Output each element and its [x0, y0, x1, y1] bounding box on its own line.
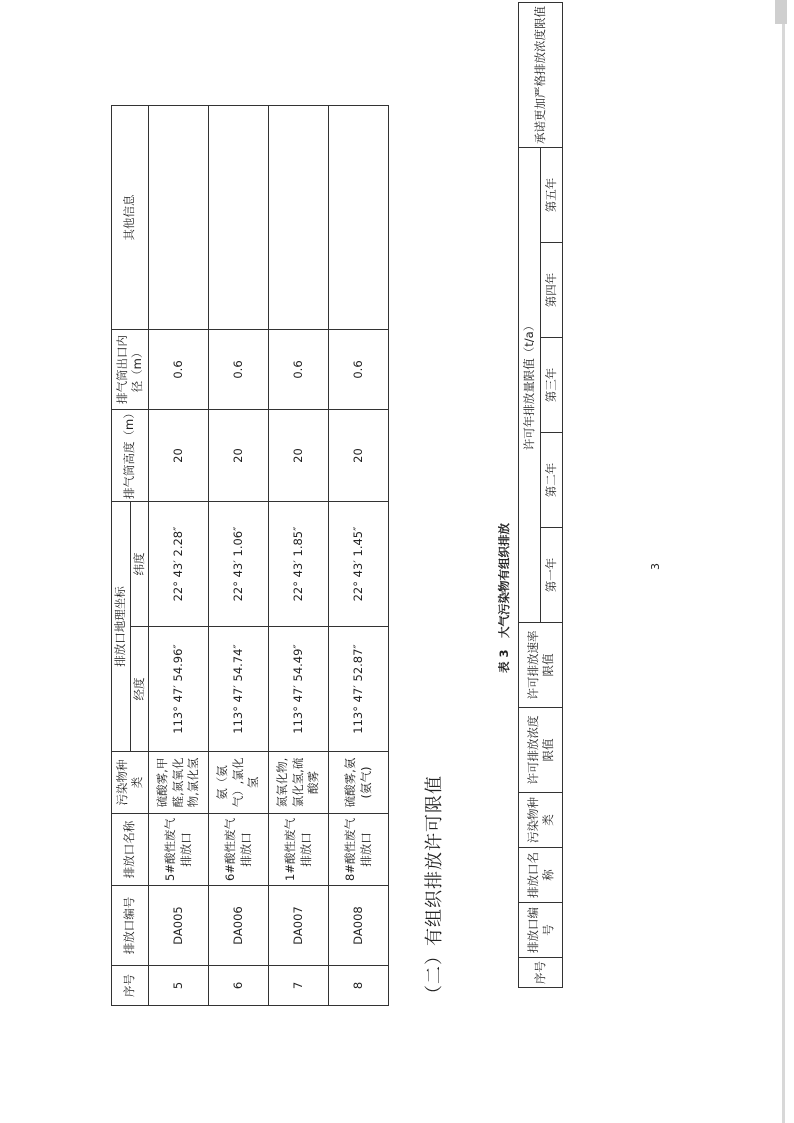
t3-header-year5: 第五年 — [541, 147, 563, 242]
cell-latitude: 22° 43′ 1.06″ — [209, 502, 269, 627]
cell-seq: 6 — [209, 966, 269, 1006]
cell-seq: 5 — [149, 966, 209, 1006]
cell-seq: 7 — [269, 966, 329, 1006]
header-outlet-name: 排放口名称 — [112, 814, 149, 886]
t3-header-stricter: 承诺更加严格排放浓度限值 — [519, 2, 563, 147]
header-latitude: 纬度 — [130, 502, 149, 627]
cell-height: 20 — [329, 410, 389, 502]
cell-pollutants: 硫酸雾,氨(氨气) — [329, 752, 389, 814]
t3-header-year4: 第四年 — [541, 243, 563, 338]
cell-code: DA005 — [149, 886, 209, 966]
cell-name: 1#酸性废气排放口 — [269, 814, 329, 886]
t3-header-pollutant-type: 污染物种类 — [519, 793, 563, 848]
cell-code: DA007 — [269, 886, 329, 966]
cell-seq: 8 — [329, 966, 389, 1006]
cell-code: DA006 — [209, 886, 269, 966]
emission-limits-table — [518, 2, 563, 988]
t3-header-seq: 序号 — [519, 958, 563, 988]
header-pollutant-type: 污染物种类 — [112, 752, 149, 814]
t3-header-year1: 第一年 — [541, 528, 563, 623]
header-outlet-diameter: 排气筒出口内径（m） — [112, 330, 149, 410]
cell-code: DA008 — [329, 886, 389, 966]
cell-longitude: 113° 47′ 54.49″ — [269, 627, 329, 752]
table3-header-row — [519, 2, 541, 987]
cell-height: 20 — [149, 410, 209, 502]
header-outlet-code: 排放口编号 — [112, 886, 149, 966]
header-stack-height: 排气筒高度（m） — [112, 410, 149, 502]
cell-name: 8#酸性废气排放口 — [329, 814, 389, 886]
header-geo-coord: 排放口地理坐标 — [112, 502, 131, 752]
cell-longitude: 113° 47′ 52.87″ — [329, 627, 389, 752]
t3-header-year3: 第三年 — [541, 338, 563, 433]
cell-name: 6#酸性废气排放口 — [209, 814, 269, 886]
section-heading: （二）有组织排放许可限值 — [424, 775, 445, 1003]
cell-diameter: 0.6 — [209, 330, 269, 410]
header-other-info: 其他信息 — [112, 106, 149, 330]
t3-header-rate-limit: 许可排放速率限值 — [519, 623, 563, 708]
t3-header-annual-limit: 许可年排放量限值（t/a） — [519, 147, 541, 622]
header-seq: 序号 — [112, 966, 149, 1006]
cell-latitude: 22° 43′ 1.85″ — [269, 502, 329, 627]
cell-longitude: 113° 47′ 54.96″ — [149, 627, 209, 752]
cell-latitude: 22° 43′ 1.45″ — [329, 502, 389, 627]
t3-header-year2: 第二年 — [541, 433, 563, 528]
cell-diameter: 0.6 — [269, 330, 329, 410]
table-caption: 表 3 大气污染物有组织排放 — [497, 522, 511, 673]
t3-header-conc-limit: 许可排放浓度限值 — [519, 708, 563, 793]
cell-pollutants: 硫酸雾,甲醛,氮氧化物,氯化氢 — [149, 752, 209, 814]
page-number: 3 — [649, 563, 662, 570]
cell-name: 5#酸性废气排放口 — [149, 814, 209, 886]
cell-diameter: 0.6 — [149, 330, 209, 410]
t3-header-outlet-code: 排放口编号 — [519, 903, 563, 958]
cell-longitude: 113° 47′ 54.74″ — [209, 627, 269, 752]
t3-header-outlet-name: 排放口名称 — [519, 848, 563, 903]
cell-diameter: 0.6 — [329, 330, 389, 410]
cell-latitude: 22° 43′ 2.28″ — [149, 502, 209, 627]
header-longitude: 经度 — [130, 627, 149, 752]
cell-height: 20 — [269, 410, 329, 502]
cell-height: 20 — [209, 410, 269, 502]
cell-pollutants: 氨（氨气）,氯化氢 — [209, 752, 269, 814]
cell-pollutants: 氮氧化物,氯化氢,硫酸雾 — [269, 752, 329, 814]
